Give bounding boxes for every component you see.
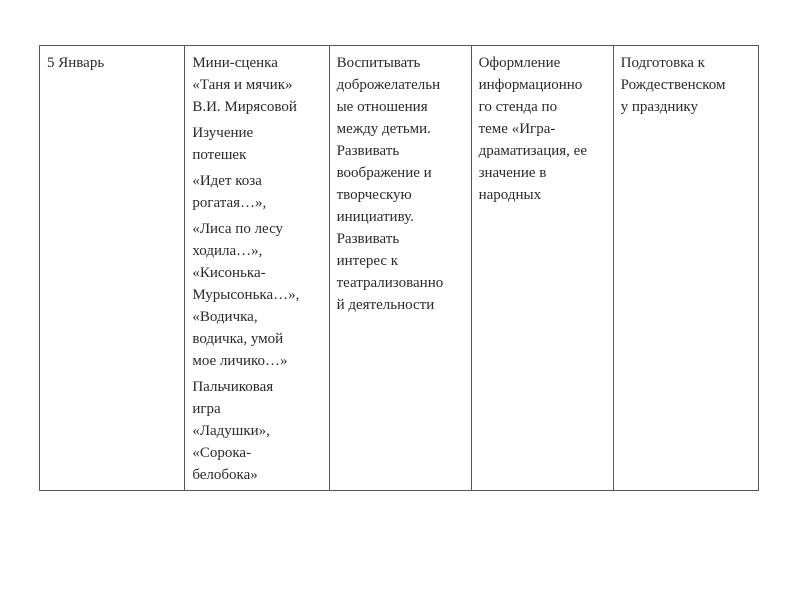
holiday-cell: [613, 46, 758, 491]
activity-cell: [185, 46, 329, 491]
plan-table: [39, 45, 759, 491]
parents-cell: [471, 46, 613, 491]
parents-text: Оформление информационно го стенда по теме «Игра- драматизация, ее значение в народных: [478, 55, 587, 203]
holiday-text: Подготовка к Рождественском у празднику: [620, 55, 726, 115]
activity-paragraph: «Лиса по лесу ходила…», «Кисонька- Мурысонька…», «Водичка, водичка, умой мое личико…»: [192, 221, 300, 369]
activity-paragraph: Мини-сценка «Таня и мячик» В.И. Мирясовой: [192, 55, 297, 115]
activity-paragraph: Пальчиковая игра «Ладушки», «Сорока- белобока»: [192, 379, 274, 483]
activity-paragraph: «Идет коза рогатая…»,: [192, 173, 267, 211]
date-cell: [40, 46, 185, 491]
table-row: [40, 46, 759, 491]
activity-paragraph: Изучение потешек: [192, 125, 254, 163]
goals-text: Воспитывать доброжелательн ые отношения между детьми. Развивать воображение и творческую инициативу. Развивать интерес к театрализованно й деятельности: [336, 55, 444, 313]
goals-cell: [329, 46, 471, 491]
date-text: 5 Январь: [47, 55, 105, 71]
